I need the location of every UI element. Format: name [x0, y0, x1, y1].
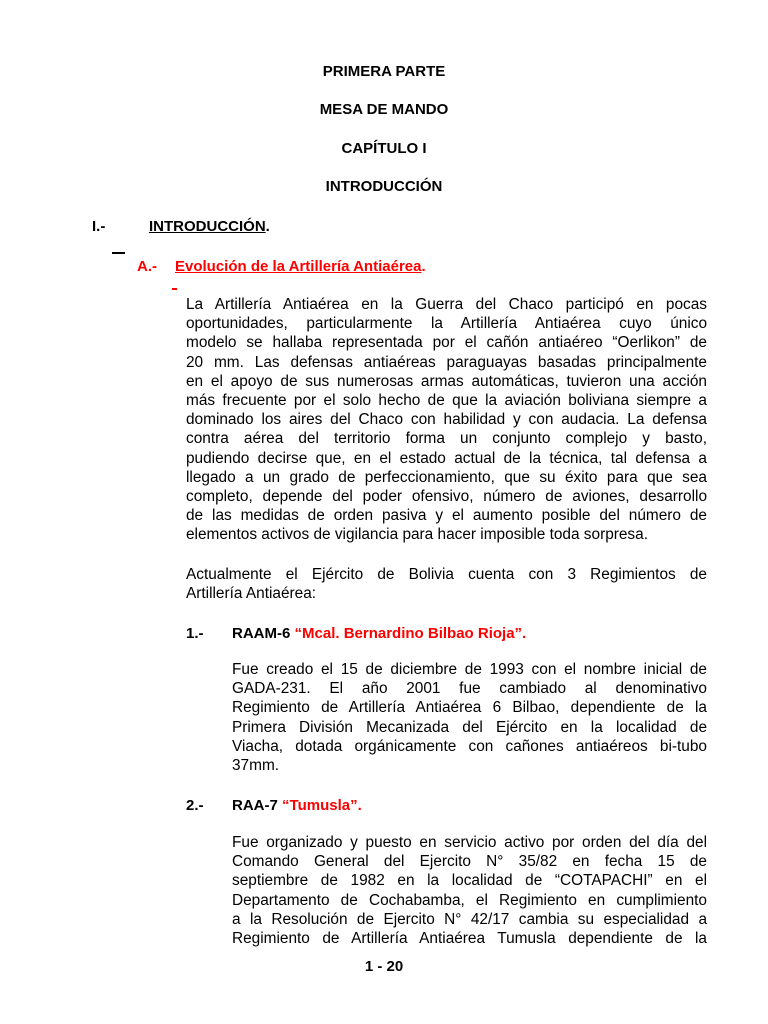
paragraph-line: Artillería Antiaérea: — [186, 585, 317, 603]
chapter-heading: CAPÍTULO I — [341, 140, 427, 157]
paragraph-regiments-intro — [186, 565, 707, 603]
item1-code: RAAM-6 — [232, 625, 291, 642]
section-number: I.- — [92, 218, 106, 235]
paragraph-line: contra aérea del territorio forma un conjunto complejo y basto, — [186, 430, 707, 448]
item1-name: “Mcal. Bernardino Bilbao Rioja”. — [294, 625, 527, 642]
paragraph-line: Fue creado el 15 de diciembre de 1993 con el nombre inicial de — [232, 661, 707, 678]
paragraph-line: Primera División Mecanizada del Ejército en la localidad de — [232, 718, 707, 736]
section-title-suffix: . — [265, 218, 270, 235]
paragraph-line: GADA-231. El año 2001 fue cambiado al denominativo — [232, 680, 707, 698]
section-title-wrap — [149, 218, 270, 236]
paragraph-line: Fue organizado y puesto en servicio activo por orden del día del — [232, 834, 707, 851]
paragraph-line: 20 mm. Las defensas antiaéreas paraguayas basadas principalmente — [186, 353, 707, 371]
paragraph-line: a la Resolución de Ejercito N° 42/17 cambia su especialidad a — [232, 910, 707, 928]
paragraph-line: dominado los aires del Chaco con habilidad y con audacia. La defensa — [186, 411, 707, 429]
subsection-title: Evolución de la Artillería Antiaérea — [175, 258, 422, 275]
paragraph-line: Regimiento de Artillería Antiaérea Tumusla dependiente de la — [232, 930, 707, 948]
paragraph-line: de las medidas de orden pasiva y el aumento posible del número de — [186, 507, 707, 525]
item2-name: “Tumusla”. — [282, 797, 362, 814]
table-heading: MESA DE MANDO — [319, 101, 449, 118]
section-title: INTRODUCCIÓN — [149, 218, 266, 235]
red-dash-mark — [172, 288, 177, 290]
paragraph-line: completo, depende del poder ofensivo, número de aviones, desarrollo — [186, 488, 707, 506]
part-heading: PRIMERA PARTE — [322, 63, 446, 80]
paragraph-line: oportunidades, particularmente la Artillería Antiaérea cuyo único — [186, 315, 707, 333]
subsection-number: A.- — [137, 258, 157, 275]
paragraph-line: elementos activos de vigilancia para hacer imposible toda sorpresa. — [186, 526, 648, 544]
item2-description — [232, 833, 707, 948]
paragraph-artilleria-history — [186, 295, 707, 545]
paragraph-line: Comando General del Ejercito N° 35/82 en fecha 15 de — [232, 853, 707, 871]
item1-description — [232, 660, 707, 775]
paragraph-line: Regimiento de Artillería Antiaérea 6 Bilbao, dependiente de la — [232, 699, 707, 717]
item2-heading — [232, 797, 362, 815]
item2-code: RAA-7 — [232, 797, 278, 814]
intro-heading: INTRODUCCIÓN — [325, 178, 443, 195]
paragraph-line: en el apoyo de sus numerosas armas automáticas, tuvieron una acción — [186, 372, 707, 390]
paragraph-line: Actualmente el Ejército de Bolivia cuenta con 3 Regimientos de — [186, 566, 707, 583]
item1-heading — [232, 625, 526, 643]
paragraph-line: Viacha, dotada orgánicamente con cañones antiaéreos bi-tubo — [232, 737, 707, 755]
paragraph-line: septiembre de 1982 en la localidad de “COTAPACHI” en el — [232, 872, 707, 890]
paragraph-line: más frecuente por el solo hecho de que la aviación boliviana siempre a — [186, 392, 707, 410]
page-number: 1 - 20 — [364, 958, 404, 975]
item2-number: 2.- — [186, 797, 204, 814]
subsection-title-suffix: . — [421, 258, 426, 275]
section-divider-dash — [112, 252, 125, 254]
paragraph-line: modelo se hallaba representada por el cañón antiaéreo “Oerlikon” de — [186, 334, 707, 352]
item1-number: 1.- — [186, 625, 204, 642]
subsection-title-wrap — [175, 258, 426, 276]
paragraph-line: Departamento de Cochabamba, el Regimiento en cumplimiento — [232, 891, 707, 909]
paragraph-line: La Artillería Antiaérea en la Guerra del Chaco participó en pocas — [186, 296, 707, 313]
paragraph-line: llegado a un grado de perfeccionamiento, que su éxito para que sea — [186, 468, 707, 486]
paragraph-line: 37mm. — [232, 757, 280, 775]
paragraph-line: pudiendo decirse que, en el estado actual de la técnica, tal defensa a — [186, 449, 707, 467]
